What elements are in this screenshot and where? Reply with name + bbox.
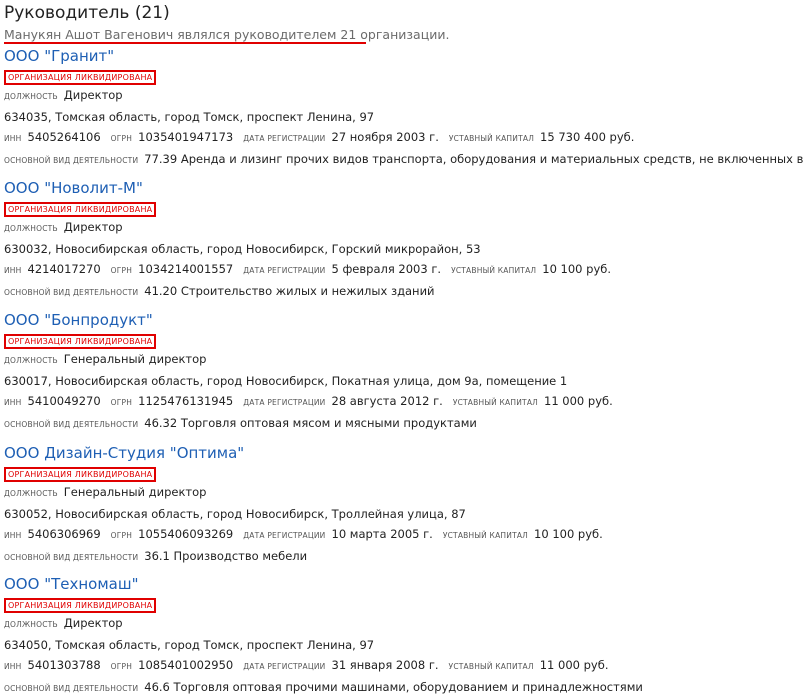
- org-name-link[interactable]: ООО Дизайн-Студия "Оптима": [4, 444, 245, 462]
- activity-value: 77.39 Аренда и лизинг прочих видов транспорта, оборудования и материальных средств, не включенных в: [144, 152, 803, 166]
- ogrn-value: 1055406093269: [138, 527, 234, 541]
- ogrn-label: ОГРН: [110, 134, 133, 143]
- position-row: [4, 482, 728, 504]
- activity-value: 46.32 Торговля оптовая мясом и мясными продуктами: [144, 416, 477, 430]
- section-header: [4, 2, 728, 43]
- requisites-row: [4, 259, 728, 281]
- capital-value: 10 100 руб.: [534, 527, 603, 541]
- activity-row: [4, 413, 728, 435]
- inn-label: ИНН: [4, 134, 22, 143]
- activity-row: [4, 149, 803, 171]
- reg-date-label: ДАТА РЕГИСТРАЦИИ: [243, 398, 326, 407]
- position-row: [4, 349, 728, 371]
- capital-label: УСТАВНЫЙ КАПИТАЛ: [451, 266, 537, 275]
- inn-label: ИНН: [4, 398, 22, 407]
- position-label: ДОЛЖНОСТЬ: [4, 620, 58, 629]
- reg-date-label: ДАТА РЕГИСТРАЦИИ: [243, 266, 326, 275]
- position-value: Директор: [63, 616, 123, 630]
- inn-value: 4214017270: [27, 262, 101, 276]
- position-value: Директор: [63, 220, 123, 234]
- org-card: [4, 178, 728, 303]
- ogrn-label: ОГРН: [110, 662, 133, 671]
- section-title: Руководитель (21): [4, 3, 170, 23]
- position-row: [4, 85, 728, 107]
- ogrn-label: ОГРН: [110, 531, 133, 540]
- position-value: Генеральный директор: [63, 352, 207, 366]
- position-label: ДОЛЖНОСТЬ: [4, 356, 58, 365]
- address-row: 630032, Новосибирская область, город Новосибирск, Горский микрорайон, 53: [4, 242, 481, 256]
- position-label: ДОЛЖНОСТЬ: [4, 92, 58, 101]
- reg-date-value: 27 ноября 2003 г.: [331, 130, 439, 144]
- activity-value: 46.6 Торговля оптовая прочими машинами, оборудованием и принадлежностями: [144, 680, 643, 694]
- reg-date-label: ДАТА РЕГИСТРАЦИИ: [243, 134, 326, 143]
- activity-value: 36.1 Производство мебели: [144, 549, 308, 563]
- address-row: 630052, Новосибирская область, город Новосибирск, Троллейная улица, 87: [4, 507, 466, 521]
- section-subtitle: Манукян Ашот Вагенович являлся руководителем 21 организации.: [4, 27, 450, 42]
- org-card: [4, 443, 728, 568]
- activity-row: [4, 677, 728, 699]
- ogrn-value: 1035401947173: [138, 130, 234, 144]
- org-card: [4, 574, 728, 699]
- inn-value: 5401303788: [27, 658, 101, 672]
- reg-date-value: 31 января 2008 г.: [331, 658, 439, 672]
- status-badge: ОРГАНИЗАЦИЯ ЛИКВИДИРОВАНА: [4, 334, 156, 349]
- capital-value: 10 100 руб.: [542, 262, 611, 276]
- address-row: 634050, Томская область, город Томск, проспект Ленина, 97: [4, 638, 375, 652]
- activity-label: ОСНОВНОЙ ВИД ДЕЯТЕЛЬНОСТИ: [4, 684, 139, 693]
- ogrn-value: 1034214001557: [138, 262, 234, 276]
- requisites-row: [4, 655, 728, 677]
- ogrn-value: 1085401002950: [138, 658, 234, 672]
- requisites-row: [4, 524, 728, 546]
- ogrn-label: ОГРН: [110, 266, 133, 275]
- position-label: ДОЛЖНОСТЬ: [4, 224, 58, 233]
- highlight-underline: [4, 42, 366, 44]
- org-name-link[interactable]: ООО "Бонпродукт": [4, 311, 153, 329]
- requisites-row: [4, 127, 728, 149]
- position-row: [4, 217, 728, 239]
- org-name-link[interactable]: ООО "Гранит": [4, 47, 115, 65]
- capital-label: УСТАВНЫЙ КАПИТАЛ: [448, 134, 535, 143]
- reg-date-value: 28 августа 2012 г.: [331, 394, 443, 408]
- capital-label: УСТАВНЫЙ КАПИТАЛ: [442, 531, 529, 540]
- activity-value: 41.20 Строительство жилых и нежилых зданий: [144, 284, 435, 298]
- org-name-link[interactable]: ООО "Техномаш": [4, 575, 139, 593]
- activity-row: [4, 546, 728, 568]
- address-row: 630017, Новосибирская область, город Новосибирск, Покатная улица, дом 9а, помещение 1: [4, 374, 568, 388]
- capital-label: УСТАВНЫЙ КАПИТАЛ: [448, 662, 534, 671]
- inn-value: 5406306969: [27, 527, 101, 541]
- inn-value: 5405264106: [27, 130, 101, 144]
- address-row: 634035, Томская область, город Томск, проспект Ленина, 97: [4, 110, 375, 124]
- reg-date-value: 5 февраля 2003 г.: [331, 262, 442, 276]
- requisites-row: [4, 391, 728, 413]
- activity-label: ОСНОВНОЙ ВИД ДЕЯТЕЛЬНОСТИ: [4, 156, 139, 165]
- ogrn-label: ОГРН: [110, 398, 133, 407]
- inn-label: ИНН: [4, 662, 22, 671]
- position-value: Генеральный директор: [63, 485, 207, 499]
- org-card: [4, 46, 803, 171]
- reg-date-label: ДАТА РЕГИСТРАЦИИ: [243, 662, 326, 671]
- activity-label: ОСНОВНОЙ ВИД ДЕЯТЕЛЬНОСТИ: [4, 420, 139, 429]
- ogrn-value: 1125476131945: [138, 394, 234, 408]
- inn-label: ИНН: [4, 531, 22, 540]
- position-value: Директор: [63, 88, 123, 102]
- inn-value: 5410049270: [27, 394, 101, 408]
- reg-date-label: ДАТА РЕГИСТРАЦИИ: [243, 531, 326, 540]
- activity-label: ОСНОВНОЙ ВИД ДЕЯТЕЛЬНОСТИ: [4, 288, 139, 297]
- status-badge: ОРГАНИЗАЦИЯ ЛИКВИДИРОВАНА: [4, 467, 156, 482]
- status-badge: ОРГАНИЗАЦИЯ ЛИКВИДИРОВАНА: [4, 70, 156, 85]
- org-name-link[interactable]: ООО "Новолит-М": [4, 179, 143, 197]
- capital-value: 11 000 руб.: [539, 658, 609, 672]
- inn-label: ИНН: [4, 266, 22, 275]
- position-row: [4, 613, 728, 635]
- capital-value: 11 000 руб.: [544, 394, 613, 408]
- activity-label: ОСНОВНОЙ ВИД ДЕЯТЕЛЬНОСТИ: [4, 553, 139, 562]
- capital-value: 15 730 400 руб.: [540, 130, 635, 144]
- position-label: ДОЛЖНОСТЬ: [4, 489, 58, 498]
- reg-date-value: 10 марта 2005 г.: [331, 527, 433, 541]
- activity-row: [4, 281, 728, 303]
- org-card: [4, 310, 728, 435]
- status-badge: ОРГАНИЗАЦИЯ ЛИКВИДИРОВАНА: [4, 598, 156, 613]
- status-badge: ОРГАНИЗАЦИЯ ЛИКВИДИРОВАНА: [4, 202, 156, 217]
- capital-label: УСТАВНЫЙ КАПИТАЛ: [452, 398, 538, 407]
